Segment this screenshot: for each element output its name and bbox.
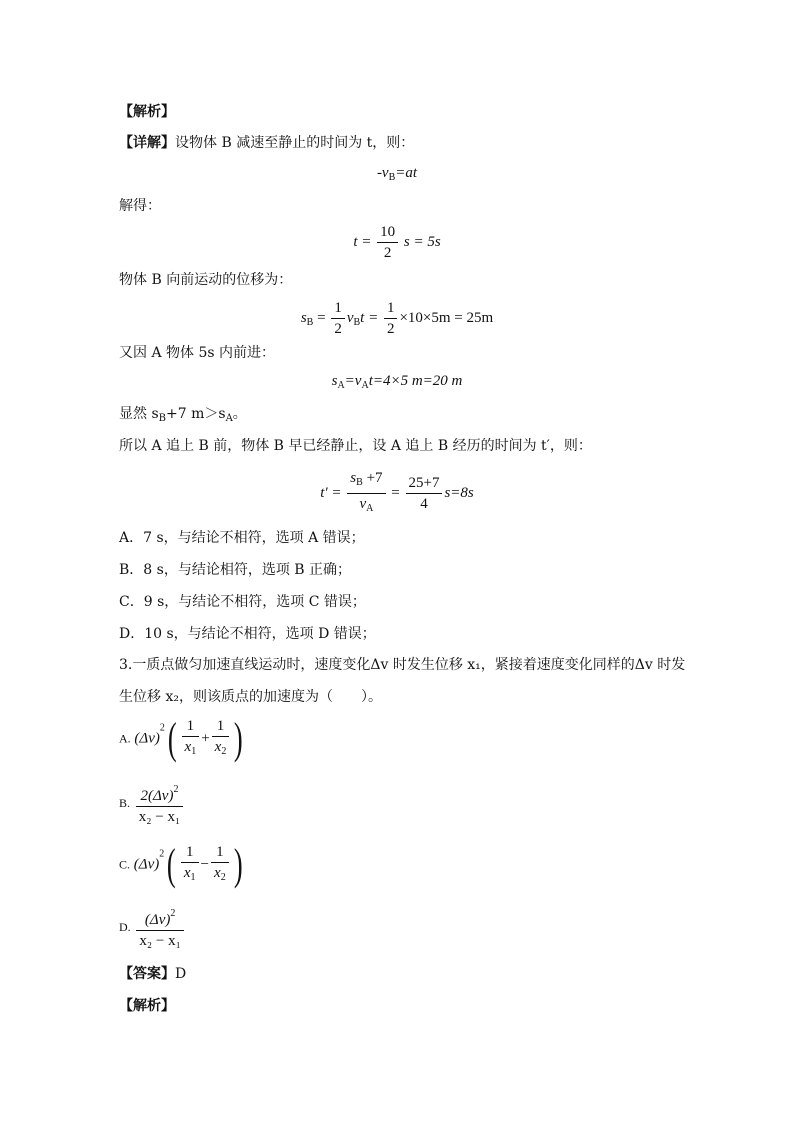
eq5-num — [347, 468, 385, 493]
equation-1 — [0, 165, 794, 183]
option-a-sq: 2 — [159, 722, 165, 734]
eq3-sub: B — [306, 316, 314, 328]
eq3-eq: = — [313, 309, 330, 326]
eq5-num2: 25+7 — [408, 475, 440, 491]
answer-label: 【答案】 — [119, 966, 175, 982]
option-d-den: x₂ − x₁ — [136, 930, 183, 951]
option-b-label: B. — [119, 796, 131, 810]
eq4-sub: A — [337, 380, 345, 391]
question-3-line-2: 生位移 x₂，则该质点的加速度为（ ）。 — [119, 689, 382, 705]
analysis-label-2: 【解析】 — [119, 998, 175, 1014]
x1-sub: 1 — [190, 872, 196, 883]
eq3-num2: 1 — [386, 300, 395, 316]
obvious-mid: +7 m＞s — [166, 406, 226, 422]
eq1-sub: B — [388, 172, 396, 183]
eq5-num-sub: B — [356, 477, 363, 488]
x1-var: x — [184, 739, 192, 755]
detail-line — [119, 133, 414, 153]
equation-2 — [0, 222, 794, 263]
answer-line — [119, 964, 186, 984]
eq2-left: t = — [353, 233, 372, 250]
option-c-frac1-den — [181, 862, 199, 888]
eq1-rest: =at — [395, 165, 418, 181]
option-c-dv: (Δv) — [133, 856, 160, 873]
x2-var: x — [214, 739, 222, 755]
option-d-num — [136, 904, 183, 930]
option-a-frac2 — [212, 716, 230, 762]
eq5-frac1 — [347, 468, 385, 519]
option-a-frac1-num: 1 — [186, 718, 195, 734]
option-c-frac2-num: 1 — [216, 844, 224, 860]
option-d-frac — [136, 904, 183, 951]
option-a-text: A．7 s，与结论不相符，选项 A 错误； — [119, 530, 365, 546]
option-a-lparen: ( — [167, 714, 177, 763]
option-a-plus: + — [201, 730, 210, 747]
option-c-frac2 — [211, 842, 229, 888]
x1-var: x — [183, 865, 191, 881]
option-b-sq: 2 — [173, 784, 179, 795]
eq5-left: t′ = — [320, 484, 342, 501]
detail-text: 设物体 B 减速至静止的时间为 t，则： — [175, 135, 415, 151]
option-a-label: A. — [119, 731, 131, 746]
eq5-num-rest: +7 — [362, 470, 383, 486]
eq4-vsub: A — [361, 380, 369, 391]
eq2-den: 2 — [377, 242, 398, 263]
option-b-num — [136, 780, 183, 806]
option-c-text: C．9 s，与结论不相符，选项 C 错误； — [119, 594, 366, 610]
eq3-tail: ×10×5m = 25m — [399, 309, 494, 326]
option-c-rparen: ) — [233, 840, 243, 889]
option-a-dv: (Δv) — [134, 730, 160, 747]
a-forward-text: 又因 A 物体 5s 内前进： — [119, 345, 276, 361]
eq4-s: s — [331, 373, 338, 389]
eq5-frac2 — [406, 473, 443, 514]
option-a-frac1 — [182, 716, 200, 762]
answer-option-c — [119, 842, 245, 888]
eq3-frac1 — [331, 298, 345, 339]
option-b-text: B．8 s，与结论相符，选项 B 正确； — [119, 562, 352, 578]
equation-4 — [0, 373, 794, 391]
solve-label: 解得： — [119, 198, 161, 214]
x1-sub: 1 — [191, 746, 197, 757]
obvious-sub2: A — [225, 413, 233, 424]
eq2-right: s = 5s — [403, 233, 441, 250]
x2-var: x — [214, 865, 221, 881]
eq3-s: s — [300, 309, 307, 326]
eq3-den1: 2 — [331, 318, 345, 339]
x2-sub: 2 — [220, 872, 226, 883]
eq5-den — [347, 493, 385, 519]
eq1-v: -v — [376, 165, 389, 181]
detail-label: 【详解】 — [119, 135, 175, 151]
option-d-dv: (Δv) — [144, 912, 171, 928]
option-d-sq: 2 — [170, 908, 176, 919]
option-c-frac1 — [181, 842, 199, 888]
eq2-fraction — [377, 222, 398, 263]
option-a-rparen: ) — [234, 714, 244, 763]
option-a-frac2-den — [212, 736, 230, 762]
answer-value: D — [175, 966, 187, 982]
option-c-frac2-den — [211, 862, 229, 888]
option-a-frac2-num: 1 — [216, 718, 225, 734]
eq3-vsub: B — [353, 316, 361, 328]
eq4-rest: t=4×5 m=20 m — [368, 373, 463, 389]
option-d-text: D．10 s，与结论不相符，选项 D 错误； — [119, 626, 376, 642]
option-b-den: x₂ − x₁ — [136, 806, 183, 827]
option-d-label: D. — [119, 920, 131, 934]
option-a-frac1-den — [182, 736, 200, 762]
x2-sub: 2 — [221, 746, 227, 757]
eq3-den2: 2 — [384, 318, 398, 339]
option-c-minus: − — [200, 856, 210, 873]
eq5-eq: = — [387, 484, 404, 501]
eq3-num1: 1 — [334, 300, 342, 316]
equation-3 — [0, 298, 794, 339]
equation-5 — [0, 468, 794, 519]
eq5-den2: 4 — [406, 493, 443, 514]
answer-option-a — [119, 716, 246, 762]
question-3-line-1: 3.一质点做匀加速直线运动时，速度变化Δv 时发生位移 x₁，紧接着速度变化同样的Δv 时发 — [119, 657, 686, 673]
option-c-sq: 2 — [159, 848, 165, 860]
option-c-label: C. — [119, 857, 131, 872]
obvious-line — [119, 404, 247, 429]
eq5-den-sub: A — [366, 503, 374, 514]
eq5-den-v: v — [359, 496, 367, 512]
displacement-text: 物体 B 向前运动的位移为： — [119, 272, 293, 288]
eq3-v: v — [346, 309, 354, 326]
answer-option-b — [119, 780, 185, 827]
eq2-num: 10 — [380, 224, 396, 240]
answer-option-d — [119, 904, 186, 951]
eq5-num-s: s — [350, 470, 357, 486]
eq3-frac2 — [384, 298, 398, 339]
catch-up-text: 所以 A 追上 B 前，物体 B 早已经静止，设 A 追上 B 经历的时间为 t′，则： — [119, 438, 592, 454]
option-c-lparen: ( — [167, 840, 176, 889]
eq4-v: =v — [344, 373, 362, 389]
analysis-label: 【解析】 — [119, 104, 175, 120]
eq5-right: s=8s — [444, 484, 474, 501]
option-b-two-dv: 2(Δv) — [140, 788, 174, 804]
option-b-frac — [136, 780, 183, 827]
obvious-pre: 显然 s — [119, 406, 159, 422]
option-c-frac1-num: 1 — [185, 844, 194, 860]
eq3-t: t = — [360, 309, 382, 326]
obvious-sub: B — [158, 413, 166, 424]
obvious-end: 。 — [232, 406, 247, 422]
